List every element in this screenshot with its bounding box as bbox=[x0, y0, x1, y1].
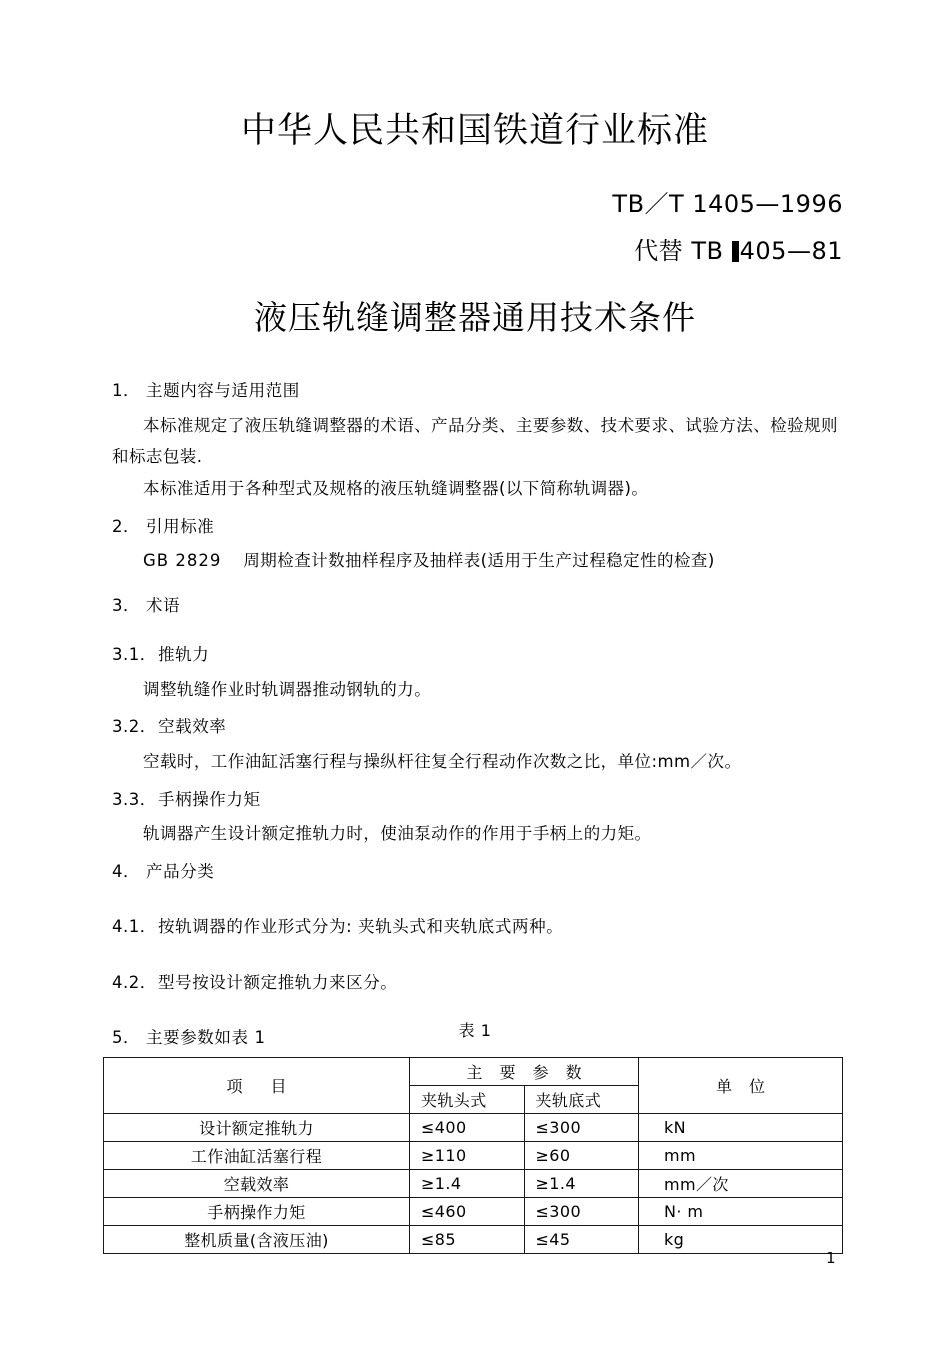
issuing-authority-title: 中华人民共和国铁道行业标准 bbox=[240, 111, 709, 151]
section-number: 5． bbox=[112, 1028, 140, 1048]
section-title: 主要参数如表 1 bbox=[146, 1028, 266, 1048]
cell-item: 空载效率 bbox=[104, 1170, 410, 1198]
replaces-suffix-text: 405—81 bbox=[739, 237, 843, 265]
spacer bbox=[112, 705, 842, 714]
spacer bbox=[112, 890, 842, 914]
section-heading-3-2 bbox=[112, 714, 842, 740]
cell-item: 设计额定推轨力 bbox=[104, 1114, 410, 1142]
section-number: 1． bbox=[112, 381, 140, 400]
cell-value-base: ≤300 bbox=[524, 1114, 639, 1142]
cell-value-head: ≤400 bbox=[410, 1114, 525, 1142]
section-heading-1 bbox=[112, 378, 842, 404]
section-number: 4． bbox=[112, 861, 140, 881]
cell-unit: mm／次 bbox=[639, 1170, 843, 1198]
cell-value-head: ≥1.4 bbox=[410, 1170, 525, 1198]
section-title: 主题内容与适用范围 bbox=[146, 381, 300, 400]
section-number: 3.2． bbox=[112, 717, 157, 737]
section-3-2-paragraph: 空载时，工作油缸活塞行程与操纵杆往复全行程动作次数之比，单位:mm／次。 bbox=[143, 751, 742, 771]
section-title: 按轨调器的作业形式分为: 夹轨头式和夹轨底式两种。 bbox=[158, 917, 564, 937]
column-header-unit: 单 位 bbox=[639, 1058, 843, 1114]
spacer bbox=[112, 625, 842, 642]
referenced-standard-code: GB 2829 bbox=[143, 551, 222, 571]
section-number: 4.2． bbox=[112, 972, 157, 992]
cell-value-head: ≤460 bbox=[410, 1198, 525, 1226]
section-number: 3.1． bbox=[112, 645, 157, 665]
cell-unit: kN bbox=[639, 1114, 843, 1142]
section-title: 术语 bbox=[146, 596, 181, 616]
column-header-rail-base-clamp: 夹轨底式 bbox=[524, 1086, 639, 1114]
column-header-rail-head-clamp: 夹轨头式 bbox=[410, 1086, 525, 1114]
spacer bbox=[112, 946, 842, 970]
section-3-3-paragraph: 轨调器产生设计额定推轨力时，使油泵动作的作用于手柄上的力矩。 bbox=[143, 824, 652, 844]
section-heading-3-3 bbox=[112, 787, 842, 813]
table-caption: 表 1 bbox=[458, 1021, 492, 1040]
section-heading-3 bbox=[112, 593, 842, 619]
section-number: 4.1． bbox=[112, 917, 157, 937]
section-1-paragraph-1: 本标准规定了液压轨缝调整器的术语、产品分类、主要参数、技术要求、试验方法、检验规则 bbox=[143, 415, 838, 435]
page-title: 液压轨缝调整器通用技术条件 bbox=[254, 298, 696, 337]
cell-value-head: ≤85 bbox=[410, 1226, 525, 1254]
cell-value-base: ≤45 bbox=[524, 1226, 639, 1254]
section-heading-4-2 bbox=[112, 970, 842, 996]
cell-value-base: ≤300 bbox=[524, 1198, 639, 1226]
table-body bbox=[104, 1058, 843, 1254]
section-heading-4-1 bbox=[112, 914, 842, 940]
cell-value-base: ≥60 bbox=[524, 1142, 639, 1170]
section-number: 3.3． bbox=[112, 789, 157, 809]
spacer bbox=[112, 850, 842, 859]
document-header bbox=[0, 112, 950, 151]
standard-number: TB／T 1405—1996 bbox=[612, 190, 843, 218]
cell-unit: kg bbox=[639, 1226, 843, 1254]
referenced-standard-line bbox=[143, 545, 842, 576]
spacer bbox=[112, 576, 842, 593]
standard-code-block bbox=[612, 192, 843, 263]
spacer bbox=[112, 778, 842, 787]
section-heading-2 bbox=[112, 514, 842, 540]
digit-one-bar-glyph bbox=[732, 241, 739, 262]
cell-item: 工作油缸活塞行程 bbox=[104, 1142, 410, 1170]
replaces-prefix-text: 代替 TB bbox=[634, 237, 732, 265]
section-title: 引用标准 bbox=[146, 516, 215, 536]
spacer bbox=[112, 505, 842, 514]
column-header-item: 项 目 bbox=[104, 1058, 410, 1114]
section-title: 产品分类 bbox=[146, 861, 215, 881]
referenced-standard-title: 周期检查计数抽样程序及抽样表(适用于生产过程稳定性的检查) bbox=[243, 551, 715, 571]
column-header-main-parameters: 主 要 参 数 bbox=[410, 1058, 639, 1086]
section-number: 2． bbox=[112, 516, 140, 536]
section-3-1-paragraph: 调整轨缝作业时轨调器推动钢轨的力。 bbox=[143, 679, 432, 699]
cell-unit: N· m bbox=[639, 1198, 843, 1226]
page-number: 1 bbox=[826, 1249, 836, 1267]
table-row bbox=[104, 1114, 843, 1142]
table-row bbox=[104, 1170, 843, 1198]
cell-unit: mm bbox=[639, 1142, 843, 1170]
table-row bbox=[104, 1198, 843, 1226]
section-title: 手柄操作力矩 bbox=[158, 789, 261, 809]
section-heading-4 bbox=[112, 859, 842, 885]
section-title: 空载效率 bbox=[158, 717, 227, 737]
document-body bbox=[112, 378, 842, 1057]
cell-item: 手柄操作力矩 bbox=[104, 1198, 410, 1226]
cell-item: 整机质量(含液压油) bbox=[104, 1226, 410, 1254]
section-1-paragraph-1-continued: 和标志包装. bbox=[112, 447, 203, 467]
cell-value-head: ≥110 bbox=[410, 1142, 525, 1170]
table-row bbox=[104, 1226, 843, 1254]
section-number: 3． bbox=[112, 596, 140, 616]
cell-value-base: ≥1.4 bbox=[524, 1170, 639, 1198]
section-1-paragraph-2: 本标准适用于各种型式及规格的液压轨缝调整器(以下简称轨调器)。 bbox=[143, 478, 649, 498]
replaced-standard-number bbox=[612, 239, 843, 263]
table-row bbox=[104, 1142, 843, 1170]
main-parameters-table bbox=[103, 1057, 843, 1254]
section-title: 型号按设计额定推轨力来区分。 bbox=[158, 972, 398, 992]
section-title: 推轨力 bbox=[158, 645, 210, 665]
table-header-row-1 bbox=[104, 1058, 843, 1086]
section-heading-3-1 bbox=[112, 642, 842, 668]
